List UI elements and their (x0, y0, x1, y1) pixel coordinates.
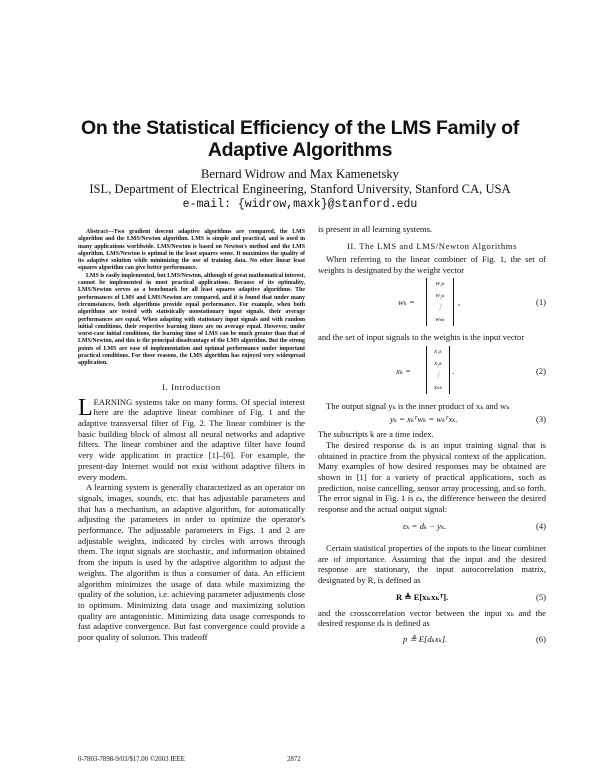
section-heading-introduction: I. Introduction (162, 381, 221, 392)
right-paragraph-7: and the crosscorrelation vector between the input xₖ and the desired response dₖ is defined as (318, 607, 546, 629)
introduction-body (78, 394, 305, 643)
equation-6-number: (6) (535, 634, 546, 645)
equation-1-lhs: wₖ = (398, 296, 415, 307)
right-paragraph-3: The output signal yₖ is the inner product of xₖ and wₖ (326, 400, 510, 411)
equation-4 (318, 515, 546, 537)
drop-cap: L (78, 394, 93, 421)
eq1-entry: wₙₖ (435, 315, 445, 323)
right-paragraph-5: The desired response dₖ is an input training signal that is obtained in practice from the physical context of the application. Many examples of how desired responses may be obtained are shown in [1] for a variety of practical applications, such as prediction, noise cancelling, sensor array processing, and so forth. The error signal in Fig. 1 is εₖ, the difference between the desired response and the actual output signal: (318, 439, 546, 515)
eq2-entry: x₂ₖ (434, 359, 442, 367)
right-top-text: is present in all learning systems. (318, 224, 433, 234)
abstract-paragraph-2: LMS is easily implemented, but LMS/Newton, although of great mathematical interest, cannot be implemented in most practical applications. Because of its optimality, LMS/Newton serves as a benchmark for all least squares adaptive algorithms. The performances of LMS and LMS/Newton are compared, and it is found that under many circumstances, both algorithms provide equal performance. For example, when both algorithms are tested with statistically nonstationary input signals, their average performances are equal. When adapting with stationary input signals and with random initial conditions, their respective learning times are on average equal. However, under worst-case initial conditions, the learning time of LMS can be much greater than that of LMS/Newton, and this is the principal disadvantage of the LMS algorithm. But the strong points of LMS are ease of implementation and optimal performance under important practical conditions. For these reasons, the LMS algorithm has enjoyed very widespread application. (78, 272, 305, 367)
title-line-2: Adaptive Algorithms (207, 139, 393, 161)
author-affiliation: ISL, Department of Electrical Engineering, Stanford University, Stanford CA, USA (89, 182, 511, 196)
intro-paragraph-1-text: EARNING systems take on many forms. Of special interest here are the adaptive linear combiner of Fig. 1 and the adaptive transversal filter of Fig. 2. The linear combiner is the basic building block of almost all neural networks and adaptive filters. The linear combiner and the adaptive filter have found very wide application in practice [1]–[6]. For example, the present-day Internet would not exist without adaptive filters in every modem. (78, 396, 305, 482)
equation-3 (318, 411, 546, 429)
equation-1: wₖ = w₁ₖ w₂ₖ ⋮ wₙₖ , (1) (318, 276, 546, 332)
eq2-entry: ⋮ (434, 371, 442, 379)
equation-2-lhs: xₖ = (396, 365, 411, 376)
equation-6-body: p ≜ E[dₖxₖ]. (403, 634, 448, 645)
equation-2: xₖ = x₁ₖ x₂ₖ ⋮ xₙₖ . (2) (318, 343, 546, 401)
section-heading-lms: II. The LMS and LMS/Newton Algorithms (346, 240, 518, 251)
equation-2-vector (426, 346, 450, 394)
eq1-entry: w₂ₖ (435, 291, 445, 299)
footer-isbn: 0-7803-7898-9/03/$17.00 ©2003 IEEE (78, 756, 185, 763)
equation-3-number: (3) (535, 414, 546, 425)
intro-paragraph-2: A learning system is generally characterized as an operator on signals, images, sounds, etc. that has adjustable parameters and that has a mechanism, an adaptive algorithm, for automatically adjusting the parameters in order to optimize the operator's performance. The adjustable parameters in Figs. 1 and 2 are adjustable weights, indicated by circles with arrows through them. The input signals are stochastic, and information obtained from the inputs is used by the adaptive algorithm to adjust the weights. The algorithm is thus a consumer of data. An efficient algorithm minimizes the usage of data while maximizing the quality of the solution, i.e. achieving parameter adjustments close to optimum. Minimizing data usage and maximizing solution quality are antagonistic. Minimizing data usage corresponds to fast adaptive convergence. But fast convergence could provide a poor quality of solution. This tradeoff (78, 482, 305, 643)
equation-5-number: (5) (535, 591, 546, 602)
equation-3-body: yₖ = xₖᵀwₖ = wₖᵀxₖ. (390, 414, 458, 425)
right-paragraph-1: When referring to the linear combiner of Fig. 1, the set of weights is designated by the weight vector (318, 254, 546, 276)
abstract-paragraph-1: Abstract—Two gradient descent adaptive algorithms are compared, the LMS algorithm and the LMS/Newton algorithm. LMS is simple and practical, and is used in many applications worldwide. LMS/Newton is based on Newton's method and the LMS algorithm. LMS/Newton is optimal in the least squares sense. It maximizes the quality of its adaptive solution while minimizing the use of training data. No other linear least squares algorithm can give better performance. (78, 229, 305, 272)
page-number: 2872 (287, 756, 301, 763)
right-paragraph-2: and the set of input signals to the weights is the input vector (318, 331, 525, 342)
author-names: Bernard Widrow and Max Kamenetsky (201, 167, 399, 181)
equation-5-body: R ≜ E[xₖxₖᵀ]. (396, 591, 449, 602)
equation-1-number: (1) (535, 296, 546, 307)
equation-2-number: (2) (535, 365, 546, 376)
title-line-1: On the Statistical Efficiency of the LMS Family of (81, 117, 519, 139)
equation-4-number: (4) (535, 520, 546, 531)
author-email: e-mail: {widrow,maxk}@stanford.edu (182, 198, 418, 211)
equation-6 (318, 629, 546, 649)
equation-5 (318, 586, 546, 608)
right-column (318, 224, 546, 649)
equation-4-body: εₖ = dₖ − yₖ. (403, 520, 447, 531)
eq2-entry: x₁ₖ (434, 347, 442, 355)
eq1-entry: w₁ₖ (435, 279, 445, 287)
eq1-entry: ⋮ (436, 303, 444, 311)
eq2-entry: xₙₖ (434, 383, 442, 391)
right-paragraph-4: The subscripts k are a time index. (318, 429, 434, 440)
intro-paragraph-1 (78, 394, 305, 483)
paper-title (30, 117, 570, 161)
right-paragraph-6: Certain statistical properties of the inputs to the linear combiner are of importance. Assuming that the input and the desired response are stationary, the input autocorrelation matrix, designated by R, is defined as (318, 542, 546, 585)
equation-1-vector (426, 278, 454, 326)
abstract (78, 229, 305, 368)
left-column (78, 229, 305, 643)
